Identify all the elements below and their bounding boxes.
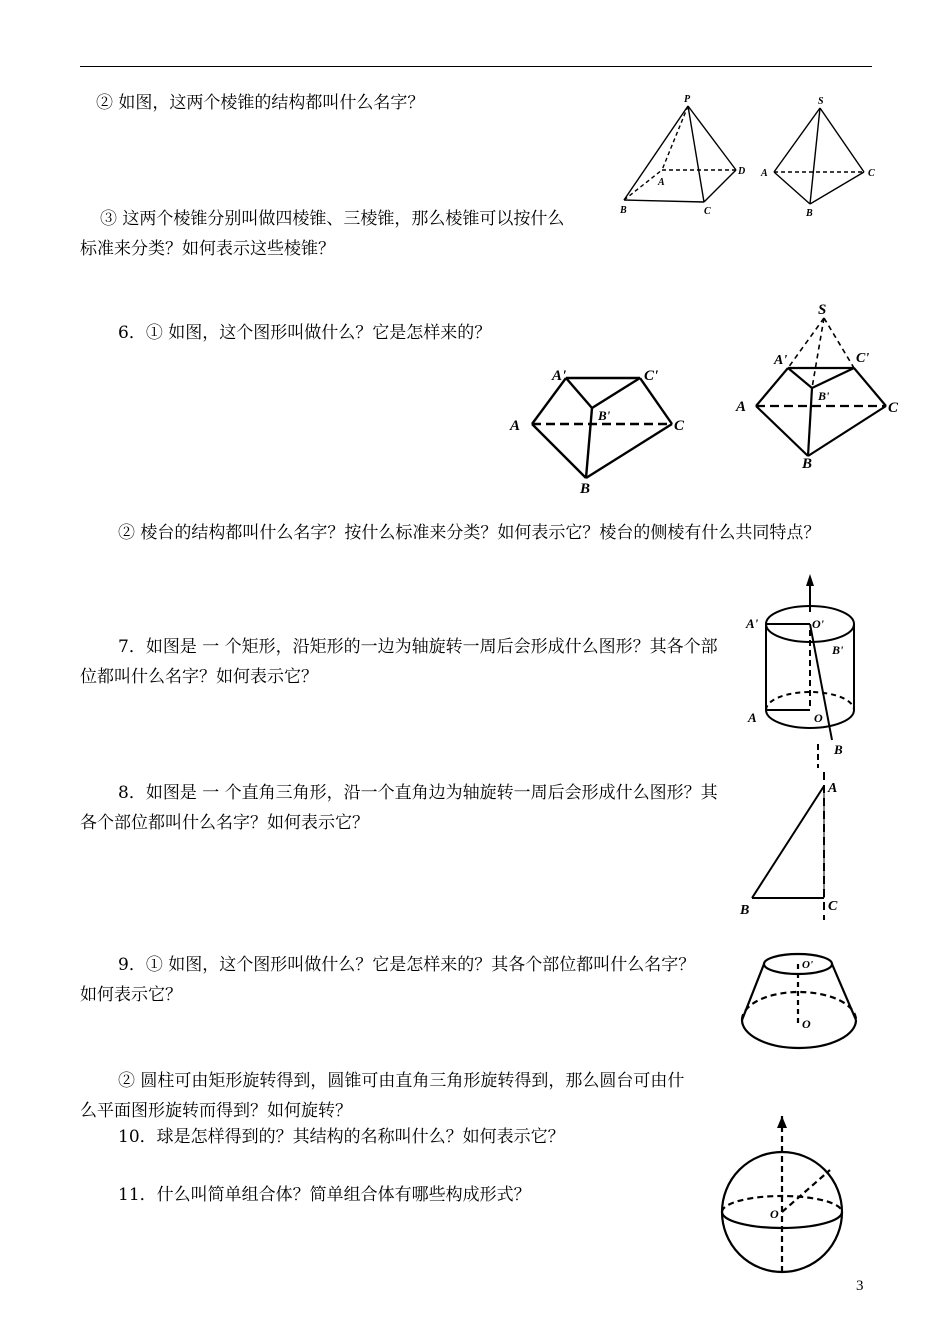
label-O: O — [802, 1017, 811, 1031]
label-B-prime: B' — [598, 408, 611, 423]
label-A: A — [828, 781, 838, 796]
label-A-prime: A' — [774, 353, 788, 368]
label-O: O — [814, 711, 823, 725]
quadrilateral-pyramid-figure — [612, 92, 752, 220]
label-B: B — [802, 456, 813, 472]
label-O-prime: O' — [812, 617, 824, 631]
label-A-prime: A' — [746, 616, 759, 631]
label-A: A — [736, 399, 747, 415]
label-P: P — [684, 94, 691, 105]
paragraph-q6-1: 6．① 如图，这个图形叫做什么？它是怎样来的？ — [118, 323, 492, 343]
label-B-prime: B' — [818, 389, 830, 403]
paragraph-q8: 8．如图是 一 个直角三角形，沿一个直角边为轴旋转一周后会形成什么图形？其各个部位都叫什么名字？如何表示它？ — [80, 783, 718, 833]
paragraph-q7: 7．如图是 一 个矩形，沿矩形的一边为轴旋转一周后会形成什么图形？其各个部位都叫什么名字？如何表示它？ — [80, 637, 718, 687]
paragraph-q5-3: ③ 这两个棱锥分别叫做四棱锥、三棱锥，那么棱锥可以按什么标准来分类？如何表示这些棱锥？ — [80, 209, 565, 259]
label-A: A — [510, 418, 521, 434]
label-A: A — [658, 177, 665, 188]
label-C: C — [868, 168, 875, 179]
paragraph-q10: 10．球是怎样得到的？其结构的名称叫什么？如何表示它？ — [118, 1127, 565, 1147]
frustum-figure — [504, 360, 704, 500]
cylinder-figure — [740, 572, 870, 768]
label-B: B — [806, 208, 813, 219]
label-A: A — [748, 710, 757, 725]
paragraph-q11: 11．什么叫简单组合体？简单组合体有哪些构成形式？ — [118, 1185, 531, 1205]
label-B: B — [740, 903, 750, 918]
label-S: S — [818, 96, 824, 107]
label-A: A — [761, 168, 768, 179]
triangular-pyramid-figure — [756, 92, 886, 220]
paragraph-q9-1: 9．① 如图，这个图形叫做什么？它是怎样来的？其各个部位都叫什么名字？如何表示它？ — [80, 955, 696, 1005]
frustum-cone-figure — [736, 940, 866, 1064]
label-S: S — [818, 302, 827, 318]
label-C-prime: C' — [644, 368, 659, 384]
label-O: O — [770, 1207, 779, 1221]
sphere-figure — [716, 1112, 856, 1278]
label-C-prime: C' — [856, 351, 870, 366]
paragraph-q9-2: ② 圆柱可由矩形旋转得到，圆锥可由直角三角形旋转得到，那么圆台可由什么平面图形旋转而得到？如何旋转？ — [80, 1071, 685, 1121]
label-C: C — [704, 206, 711, 217]
label-A-prime: A' — [552, 368, 567, 384]
paragraph-q6-2: ② 棱台的结构都叫什么名字？按什么标准来分类？如何表示它？棱台的侧棱有什么共同特点？ — [118, 523, 821, 543]
frustum-extended-figure — [732, 296, 912, 476]
paragraph-q5-2: ② 如图，这两个棱锥的结构都叫什么名字？ — [96, 93, 425, 113]
label-B: B — [580, 481, 591, 497]
label-C: C — [828, 899, 838, 914]
page-number: 3 — [856, 1278, 864, 1294]
label-B-prime: B' — [832, 643, 844, 657]
label-D: D — [738, 166, 746, 177]
label-B: B — [620, 205, 627, 216]
label-O-prime: O' — [802, 959, 813, 971]
header-rule — [80, 66, 872, 67]
label-B: B — [834, 742, 843, 757]
label-C: C — [674, 418, 685, 434]
right-triangle-figure — [736, 772, 856, 922]
label-C: C — [888, 400, 899, 416]
